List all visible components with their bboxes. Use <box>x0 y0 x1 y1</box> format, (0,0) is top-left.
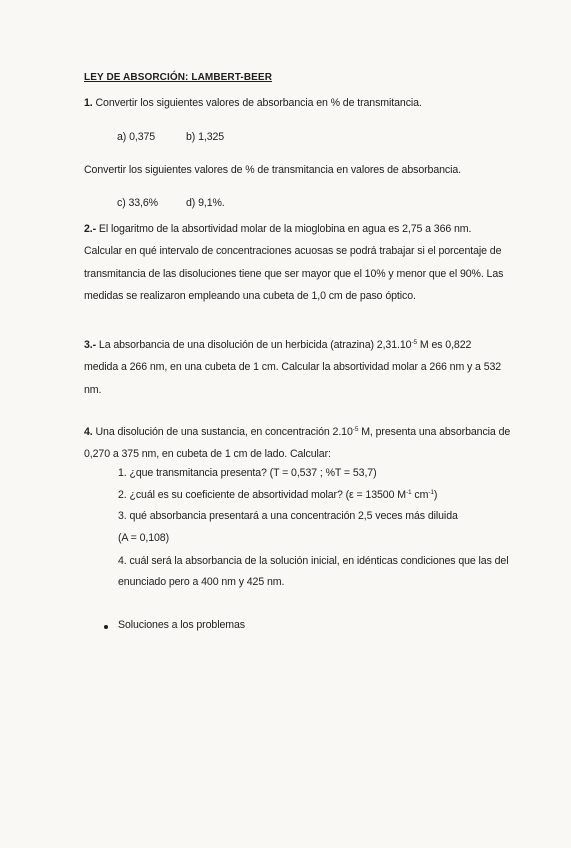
problem-4-question-4-line-1: 4. cuál será la absorbancia de la solución inicial, en idénticas condiciones que las del <box>118 555 509 567</box>
problem-4-line-1 <box>84 426 510 439</box>
problem-4-question-4-line-2: enunciado pero a 400 nm y 425 nm. <box>118 576 285 588</box>
problem-4-text-1b: M, presenta una absorbancia de <box>358 426 511 438</box>
problem-3-text-1b: M es 0,822 <box>417 339 472 351</box>
problem-4-question-2 <box>118 489 437 502</box>
problem-4-number: 4. <box>84 426 93 438</box>
problem-1-text-2: Convertir los siguientes valores de % de transmitancia en valores de absorbancia. <box>84 164 462 176</box>
problem-1a: a) 0,375 <box>117 131 156 143</box>
problem-2-line-3: transmitancia de las disoluciones tiene que ser mayor que el 10% y menor que el 90%. Las <box>84 268 504 280</box>
problem-4-text-1a: Una disolución de una sustancia, en concentración 2.10 <box>95 426 353 438</box>
problem-2-number: 2.- <box>84 223 97 235</box>
problem-4-question-1: 1. ¿que transmitancia presenta? (T = 0,537 ; %T = 53,7) <box>118 467 377 479</box>
problem-3-line-2: medida a 266 nm, en una cubeta de 1 cm. Calcular la absortividad molar a 266 nm y a 532 <box>84 361 502 373</box>
problem-2-line-4: medidas se realizaron empleando una cubeta de 1,0 cm de paso óptico. <box>84 290 416 302</box>
problem-4-question-3: 3. qué absorbancia presentará a una concentración 2,5 veces más diluida <box>118 510 458 522</box>
problem-3-exponent: -5 <box>411 339 418 346</box>
problem-1-statement <box>84 97 422 110</box>
problem-4-line-2: 0,270 a 375 nm, en cubeta de 1 cm de lado. Calcular: <box>84 448 331 460</box>
solutions-bullet-text: Soluciones a los problemas <box>118 619 245 631</box>
problem-1-number: 1. <box>84 97 93 109</box>
problem-1-text: Convertir los siguientes valores de absorbancia en % de transmitancia. <box>95 97 422 109</box>
problem-4-q2-text-a: 2. ¿cuál es su coeficiente de absortividad molar? (ε = 13500 M <box>118 489 406 501</box>
problem-1c: c) 33,6% <box>117 197 159 209</box>
page-title: LEY DE ABSORCIÓN: LAMBERT-BEER <box>84 72 273 83</box>
problem-4-q2-exp-2: -1 <box>428 489 434 496</box>
problem-3-line-1 <box>84 339 471 352</box>
problem-4-q2-exp-1: -1 <box>405 489 412 496</box>
problem-3-number: 3.- <box>84 339 97 351</box>
problem-4-exponent: -5 <box>352 426 359 433</box>
problem-3-line-3: nm. <box>84 384 102 396</box>
bullet-icon <box>104 625 108 629</box>
problem-2-line-2: Calcular en qué intervalo de concentraciones acuosas se podrá trabajar si el porcentaje de <box>84 245 502 257</box>
problem-4-q2-text-c: ) <box>433 489 438 501</box>
problem-3-text-1a: La absorbancia de una disolución de un herbicida (atrazina) 2,31.10 <box>98 339 412 351</box>
problem-4-q2-text-b: cm <box>411 489 429 501</box>
problem-2-line-1 <box>84 223 471 236</box>
problem-4-question-3-answer: (A = 0,108) <box>118 532 170 544</box>
problem-2-text-1: El logaritmo de la absortividad molar de la mioglobina en agua es 2,75 a 366 nm. <box>98 223 472 235</box>
problem-1b: b) 1,325 <box>186 131 225 143</box>
problem-1d: d) 9,1%. <box>186 197 225 209</box>
